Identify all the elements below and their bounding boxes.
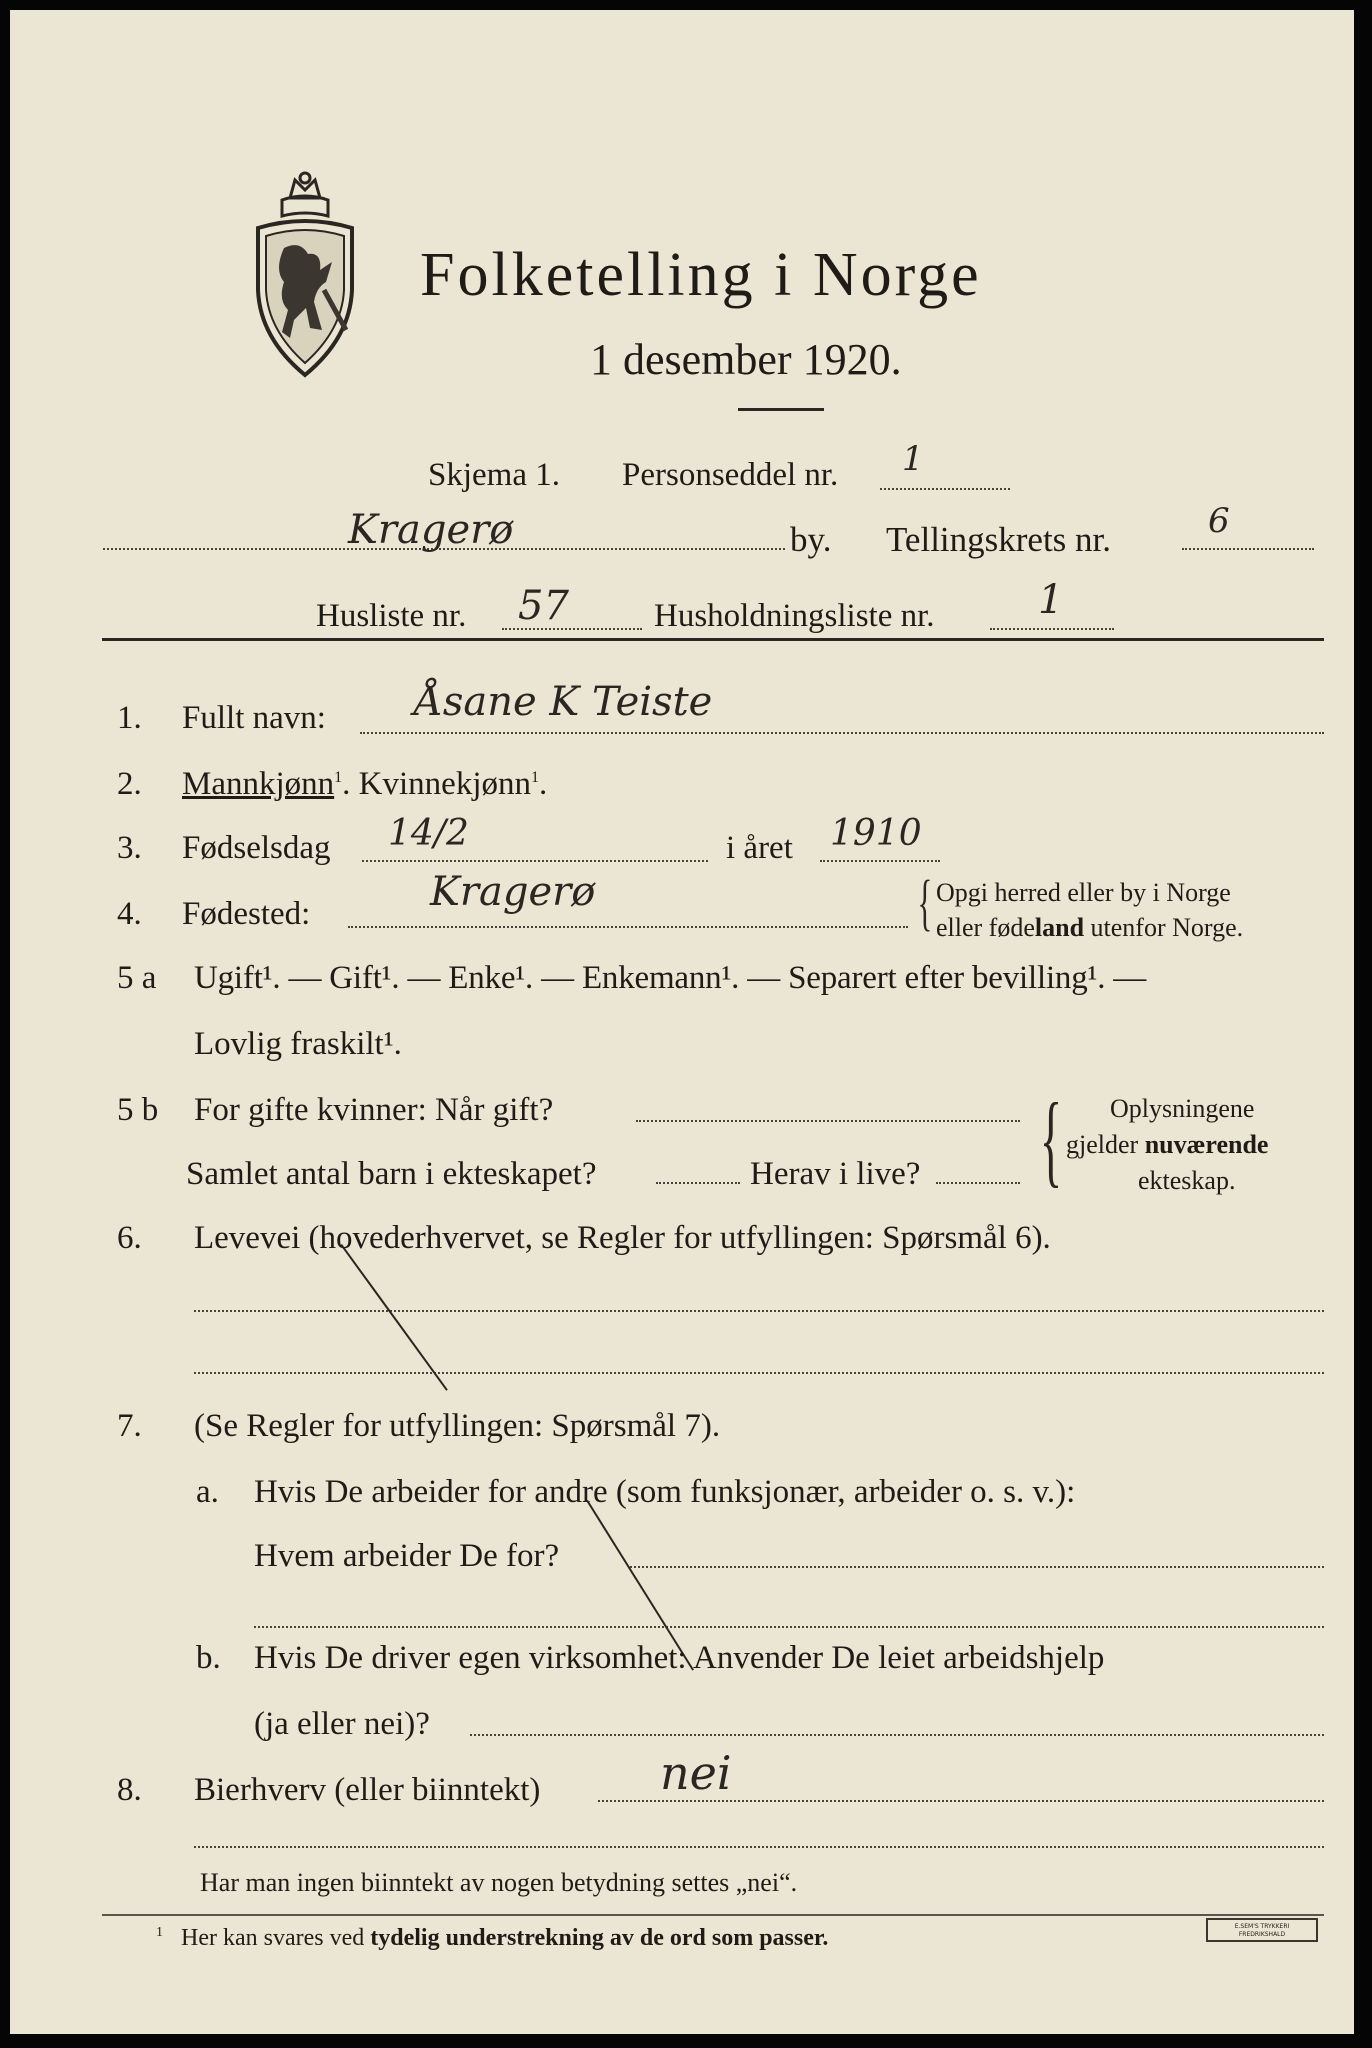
q4-number: 4. — [117, 896, 142, 932]
q5b-note-bold: nuværende — [1144, 1130, 1269, 1159]
separator: . — [342, 766, 351, 802]
q7b-letter: b. — [196, 1640, 221, 1676]
city-value: Kragerø — [348, 507, 514, 553]
q5a-options-cont: Lovlig fraskilt¹. — [194, 1026, 402, 1062]
q5b-brace: { — [1039, 1082, 1063, 1197]
q7b-text1: Hvis De driver egen virksomhet: Anvender De leiet arbeidshjelp — [254, 1640, 1105, 1676]
footnote-mark: 1 — [334, 769, 343, 786]
q7b-line — [470, 1734, 1324, 1736]
q1-number: 1. — [117, 700, 142, 736]
husholdning-label: Husholdningsliste nr. — [654, 598, 935, 634]
footnote-number: 1 — [156, 1925, 163, 1940]
husliste-value: 57 — [518, 583, 569, 629]
personseddel-label: Personseddel nr. — [622, 457, 839, 493]
q5a-number: 5 a — [117, 960, 157, 996]
q7a-letter: a. — [196, 1474, 219, 1510]
q7-label: (Se Regler for utfyllingen: Spørsmål 7). — [194, 1408, 721, 1444]
q4-label: Fødested: — [182, 896, 311, 932]
husliste-label: Husliste nr. — [316, 598, 467, 634]
no-income-note: Har man ingen biinntekt av nogen betydning settes „nei“. — [200, 1868, 798, 1897]
husholdning-line — [990, 628, 1114, 630]
q3-year-line — [820, 860, 940, 862]
q5b-label-alive: Herav i live? — [750, 1156, 921, 1192]
separator: . — [539, 766, 548, 802]
q7b-text2: (ja eller nei)? — [254, 1706, 430, 1742]
census-date: 1 desember 1920. — [590, 335, 902, 384]
q8-line — [598, 1800, 1324, 1802]
q4-note-line1: Opgi herred eller by i Norge — [936, 878, 1231, 907]
strike-mark — [340, 1244, 447, 1391]
census-form — [10, 10, 1354, 2034]
q4-note-bold: land — [1034, 913, 1085, 942]
skjema-label: Skjema 1. — [428, 457, 560, 493]
tellingskrets-value: 6 — [1208, 501, 1230, 541]
title-divider — [738, 408, 824, 411]
header-rule — [102, 638, 1324, 641]
q2-number: 2. — [117, 766, 142, 802]
footnote-rule — [102, 1914, 1324, 1916]
q4-line — [348, 926, 908, 928]
q5b-children-line — [656, 1182, 740, 1184]
q3-label: Fødselsdag — [182, 830, 331, 866]
q6-label: Levevei (hovederhvervet, se Regler for utfyllingen: Spørsmål 6). — [194, 1220, 1051, 1256]
personseddel-value: 1 — [902, 439, 924, 479]
q8-number: 8. — [117, 1772, 142, 1808]
printer-mark — [1206, 1918, 1318, 1942]
by-label: by. — [790, 520, 832, 559]
q5b-note-line3: ekteskap. — [1138, 1166, 1236, 1195]
female-option: Kvinnekjønn — [358, 766, 531, 802]
q5b-note-line1: Oplysningene — [1110, 1094, 1255, 1123]
footnote-text: Her kan svares ved — [181, 1925, 371, 1951]
husholdning-value: 1 — [1038, 577, 1064, 623]
q3-day-value: 14/2 — [388, 813, 469, 854]
footnote-mark: 1 — [531, 769, 539, 786]
form-title: Folketelling i Norge — [420, 241, 982, 309]
q8-label: Bierhverv (eller biinntekt) — [194, 1772, 541, 1808]
q7a-line1 — [630, 1566, 1324, 1568]
q5b-label-children: Samlet antal barn i ekteskapet? — [186, 1156, 597, 1192]
q8-line2 — [194, 1846, 1324, 1848]
q6-line1 — [194, 1310, 1324, 1312]
q8-value: nei — [660, 1746, 732, 1800]
q4-brace: { — [917, 869, 933, 937]
tellingskrets-line — [1182, 548, 1314, 550]
q7a-line2 — [254, 1626, 1324, 1628]
q5a-options: Ugift¹. — Gift¹. — Enke¹. — Enkemann¹. — Separert efter bevilling¹. — — [194, 960, 1147, 996]
q3-number: 3. — [117, 830, 142, 866]
printer-place: FREDRIKSHALD — [1238, 1931, 1286, 1938]
q1-value: Åsane K Teiste — [414, 679, 713, 725]
q4-note-text: utenfor Norge. — [1084, 913, 1244, 942]
q7a-text1: Hvis De arbeider for andre (som funksjonær, arbeider o. s. v.): — [254, 1474, 1076, 1510]
q5b-label-married: For gifte kvinner: Når gift? — [194, 1092, 554, 1128]
q2-options — [182, 768, 547, 801]
footnote — [156, 1926, 828, 1950]
q1-label: Fullt navn: — [182, 700, 326, 736]
footnote-bold-text: tydelig understrekning av de ord som passer. — [370, 1925, 829, 1951]
tellingskrets-label: Tellingskrets nr. — [886, 520, 1112, 559]
q3-year-label: i året — [726, 830, 793, 866]
q7a-text2: Hvem arbeider De for? — [254, 1538, 560, 1574]
q6-line2 — [194, 1372, 1324, 1374]
personseddel-line — [880, 488, 1010, 490]
male-option: Mannkjønn — [182, 766, 335, 802]
q4-note-line2 — [936, 915, 1243, 941]
q3-year-value: 1910 — [830, 813, 922, 854]
printer-name: E.SEM'S TRYKKERI — [1234, 1923, 1290, 1930]
q1-line — [360, 732, 1324, 734]
q6-number: 6. — [117, 1220, 142, 1256]
q5b-alive-line — [936, 1182, 1020, 1184]
q4-value: Kragerø — [430, 869, 596, 915]
q3-line — [362, 860, 708, 862]
coat-of-arms-emblem — [250, 170, 360, 380]
q4-note-text: eller føde — [936, 913, 1035, 942]
q5b-number: 5 b — [117, 1092, 159, 1128]
q5b-note-text: gjelder — [1066, 1130, 1145, 1159]
q5b-married-line — [636, 1120, 1020, 1122]
q5b-note-line2 — [1066, 1132, 1268, 1158]
q7-number: 7. — [117, 1408, 142, 1444]
